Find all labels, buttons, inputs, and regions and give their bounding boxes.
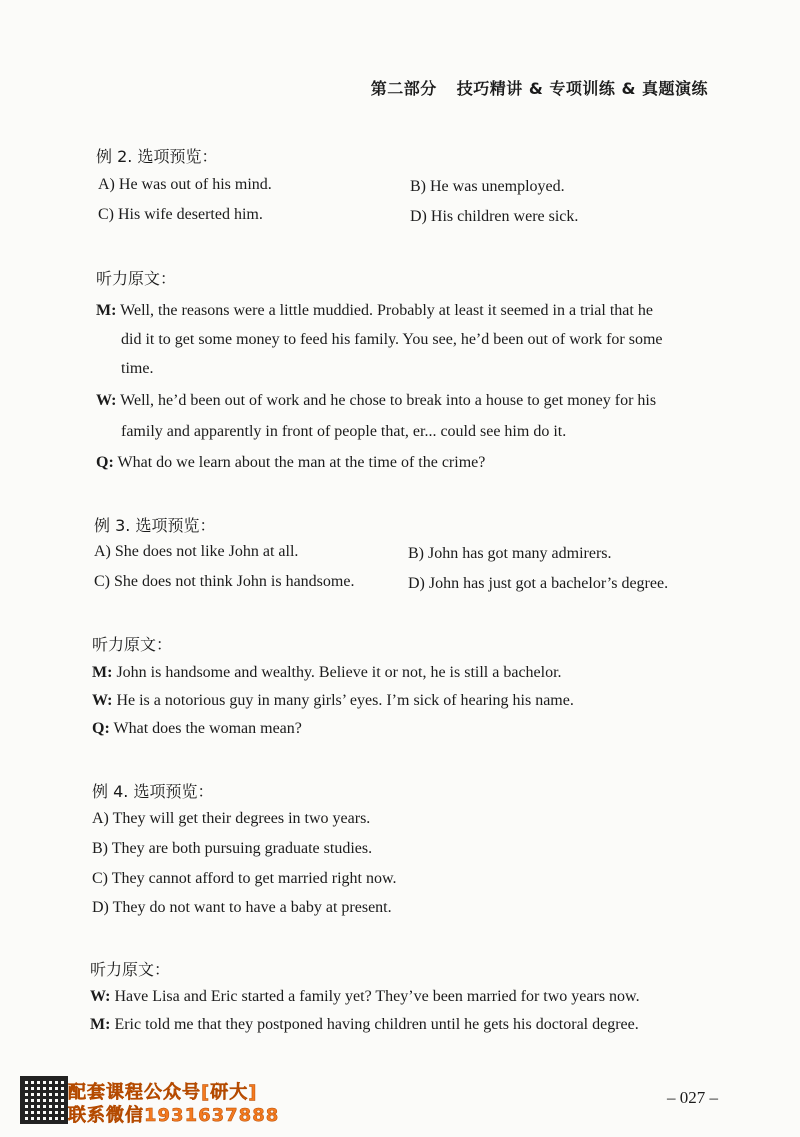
ex3-option-b: B) John has got many admirers. (408, 545, 612, 562)
page-number-value: 027 (679, 1088, 706, 1107)
ex2-line: time. (121, 360, 154, 377)
ex2-label: 例 2. 选项预览： (96, 147, 218, 166)
ex4-line (90, 988, 640, 1006)
line-text: Well, the reasons were a little muddied. Probably at least it seemed in a trial that he (116, 302, 653, 319)
ex2-line: family and apparently in front of people that, er... could see him do it. (121, 423, 567, 440)
line-text: John is handsome and wealthy. Believe it or not, he is still a bachelor. (112, 664, 562, 681)
ex2-option-a: A) He was out of his mind. (98, 176, 272, 193)
ex2-line (96, 454, 485, 472)
speaker: M: (96, 302, 117, 319)
line-text: Well, he’d been out of work and he chose to break into a house to get money for his (116, 392, 657, 409)
ex2-line: did it to get some money to feed his family. You see, he’d been out of work for some (121, 331, 663, 348)
qr-code-icon (20, 1076, 68, 1124)
ex3-transcript-label: 听力原文： (92, 635, 173, 654)
ex2-line (96, 302, 653, 320)
ex2-transcript-label: 听力原文： (96, 269, 177, 288)
ex3-option-d: D) John has just got a bachelor’s degree. (408, 575, 669, 592)
ex2-option-d: D) His children were sick. (410, 208, 579, 225)
promo-line-2: 联系微信1931637888 (68, 1105, 280, 1126)
promo-line-1: 配套课程公众号[研大] (68, 1082, 258, 1103)
speaker: W: (96, 392, 117, 409)
ex3-line (92, 664, 562, 682)
speaker: M: (90, 1016, 111, 1033)
section-title: 技巧精讲 & 专项训练 & 真题演练 (456, 79, 708, 98)
ex2-option-c: C) His wife deserted him. (98, 206, 263, 223)
line-text: What does the woman mean? (109, 720, 302, 737)
ex4-option-a: A) They will get their degrees in two years. (92, 810, 371, 827)
page-header (371, 76, 708, 99)
ex4-transcript-label: 听力原文： (90, 960, 171, 979)
line-text: Eric told me that they postponed having children until he gets his doctoral degree. (110, 1016, 639, 1033)
speaker: Q: (92, 720, 110, 737)
line-text: Have Lisa and Eric started a family yet? They’ve been married for two years now. (110, 988, 640, 1005)
speaker: W: (92, 692, 113, 709)
dash-icon: – (709, 1088, 718, 1107)
speaker: W: (90, 988, 111, 1005)
part-label: 第二部分 (370, 79, 437, 98)
ex3-label: 例 3. 选项预览： (94, 516, 216, 535)
dash-icon: – (667, 1088, 676, 1107)
ex3-option-c: C) She does not think John is handsome. (94, 573, 355, 590)
ex4-option-b: B) They are both pursuing graduate studies. (92, 840, 373, 857)
speaker: Q: (96, 454, 114, 471)
ex4-label: 例 4. 选项预览： (92, 782, 214, 801)
ex4-option-c: C) They cannot afford to get married right now. (92, 870, 397, 887)
ex2-line (96, 392, 656, 410)
ex3-line (92, 692, 574, 710)
ex3-line (92, 720, 302, 738)
ex4-line (90, 1016, 639, 1034)
ex4-option-d: D) They do not want to have a baby at present. (92, 899, 392, 916)
page-number (667, 1088, 718, 1108)
line-text: What do we learn about the man at the time of the crime? (113, 454, 486, 471)
ex3-option-a: A) She does not like John at all. (94, 543, 299, 560)
speaker: M: (92, 664, 113, 681)
line-text: He is a notorious guy in many girls’ eyes. I’m sick of hearing his name. (112, 692, 574, 709)
ex2-option-b: B) He was unemployed. (410, 178, 565, 195)
